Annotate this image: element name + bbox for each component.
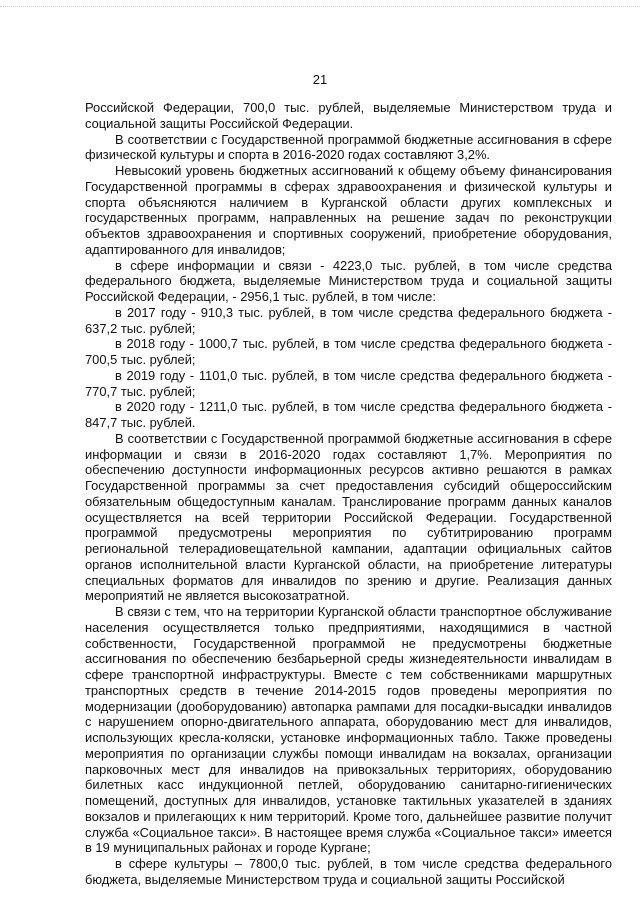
page-number: 21	[312, 72, 328, 87]
paragraph: В соответствии с Государственной программой бюджетные ассигнования в сфере информации и связи в 2016-2020 годах составляют 1,7%. Мероприятия по обеспечению доступности информационных ресурсов активно решаются в рамках Государственной программы за счет предоставления субсидий общероссийским обязательным общедоступным каналам. Транслирование программ данных каналов осуществляется на всей территории Российской Федерации. Государственной программой предусмотрены мероприятия по субтитрированию программ региональной телерадиовещательной кампании, адаптации официальных сайтов органов исполнительной власти Курганской области, на приобретение литературы специальных форматов для инвалидов по зрению и другие. Реализация данных мероприятий не является высокозатратной.	[85, 430, 612, 604]
paragraph: Российской Федерации, 700,0 тыс. рублей, выделяемые Министерством труда и социальной защиты Российской Федерации.	[85, 100, 612, 131]
paragraph: в 2017 году - 910,3 тыс. рублей, в том числе средства федерального бюджета - 637,2 тыс. рублей;	[85, 304, 612, 336]
paragraph: В связи с тем, что на территории Курганской области транспортное обслуживание населения осуществляется только предприятиями, находящимися в частной собственности, Государственной программой не предусмотрены бюджетные ассигнования по обеспечению безбарьерной среды жизнедеятельности инвалидам в сфере транспортной инфраструктуры. Вместе с тем собственниками маршрутных транспортных средств в течение 2014-2015 годов проведены мероприятия по модернизации (дооборудованию) автопарка рампами для посадки-высадки инвалидов с нарушением опорно-двигательного аппарата, оборудованию мест для инвалидов, использующих кресла-коляски, установке информационных табло. Также проведены мероприятия по организации службы помощи инвалидам на вокзалах, организации парковочных мест для инвалидов на привокзальных территориях, оборудованию билетных касс индукционной петлей, оборудованию санитарно-гигиенических помещений, доступных для инвалидов, установке тактильных указателей в зданиях вокзалов и прилегающих к ним территорий. Кроме того, дальнейшее развитие получит служба «Социальное такси». В настоящее время служба «Социальное такси» имеется в 19 муниципальных районах и городе Кургане;	[85, 604, 612, 856]
paragraph: в 2020 году - 1211,0 тыс. рублей, в том числе средства федерального бюджета - 847,7 тыс. рублей.	[85, 399, 612, 430]
paragraph: В соответствии с Государственной программой бюджетные ассигнования в сфере физической культуры и спорта в 2016-2020 годах составляют 3,2%.	[85, 131, 612, 163]
document-body	[85, 100, 612, 888]
scan-artifact-line	[0, 6, 640, 8]
paragraph: в 2019 году - 1101,0 тыс. рублей, в том числе средства федерального бюджета - 770,7 тыс. рублей;	[85, 367, 612, 399]
paragraph: Невысокий уровень бюджетных ассигнований к общему объему финансирования Государственной программы в сферах здравоохранения и физической культуры и спорта объясняются наличием в Курганской области других комплексных и государственных программ, направленных на решение задач по реконструкции объектов здравоохранения и спортивных сооружений, приобретение оборудования, адаптированного для инвалидов;	[85, 163, 612, 257]
paragraph: в сфере информации и связи - 4223,0 тыс. рублей, в том числе средства федерального бюджета, выделяемые Министерством труда и социальной защиты Российской Федерации, - 2956,1 тыс. рублей, в том числе:	[85, 257, 612, 304]
paragraph: в 2018 году - 1000,7 тыс. рублей, в том числе средства федерального бюджета - 700,5 тыс. рублей;	[85, 336, 612, 367]
paragraph: в сфере культуры – 7800,0 тыс. рублей, в том числе средства федерального бюджета, выделяемые Министерством труда и социальной защиты Российской	[85, 856, 612, 887]
